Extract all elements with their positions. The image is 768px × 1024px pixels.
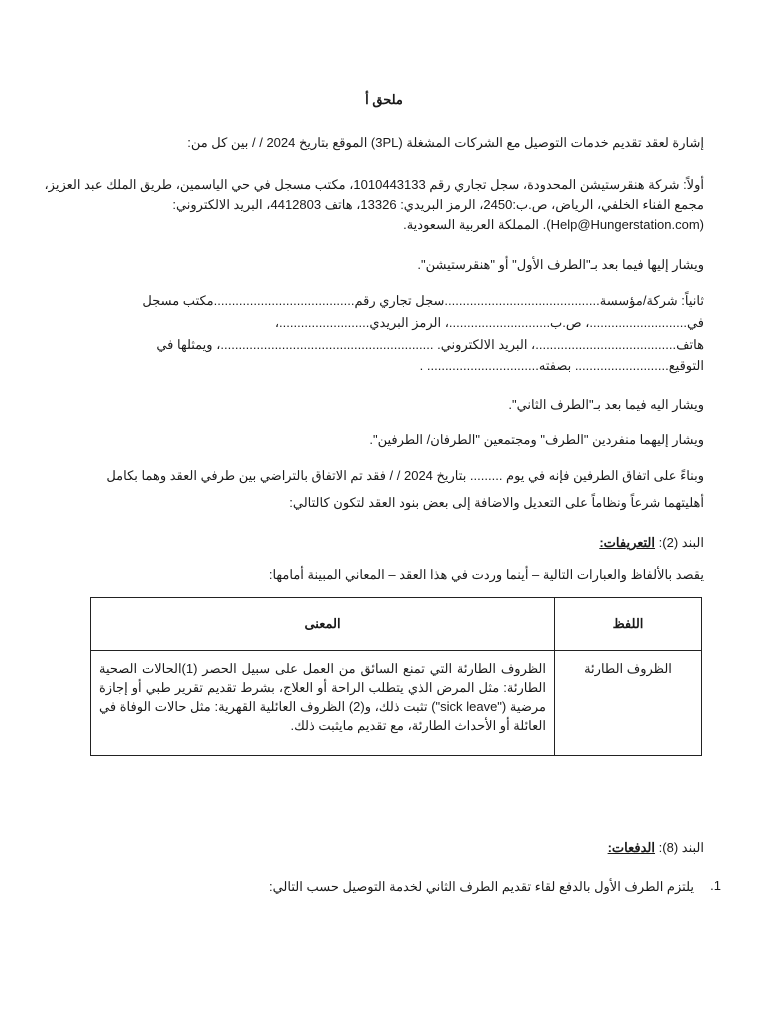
party2-line3: هاتف.......................................، البريد الالكتروني. ...........................................................، ويمثلها في bbox=[156, 337, 704, 352]
cell-meaning: الظروف الطارئة التي تمنع السائق من العمل على سبيل الحصر (1)الحالات الصحية الطارئة: مثل المرض الذي يتطلب الراحة أو العلاج، بشرط تقديم تقرير طبي أو إجازة مرضية ("sick leave") تثبت ذلك، و(2) الظروف العائلية القهرية: مثل حالات الوفاة في العائلة أو الأحداث الطارئة، مع تقديم مايثبت ذلك. bbox=[91, 651, 555, 756]
clause8-item-number: 1. bbox=[710, 878, 721, 893]
clause2-title: التعريفات: bbox=[599, 535, 656, 550]
party1-line3: (Help@Hungerstation.com). المملكة العربية السعودية. bbox=[403, 217, 704, 232]
cell-term: الظروف الطارئة bbox=[555, 651, 702, 756]
header-meaning: المعنى bbox=[91, 598, 555, 651]
clause8-prefix: البند (8): bbox=[655, 840, 704, 855]
clause2-heading bbox=[599, 535, 704, 551]
party2-line2: في...........................، ص.ب............................، الرمز البريدي.........................، bbox=[274, 315, 704, 330]
header-term: اللفظ bbox=[555, 598, 702, 651]
clause2-intro: يقصد بالألفاظ والعبارات التالية – أينما وردت في هذا العقد – المعاني المبينة أمامها: bbox=[268, 567, 704, 582]
clause8-heading bbox=[608, 840, 704, 856]
party1-line2: مجمع الفناء الخلفي، الرياض، ص.ب:2450، الرمز البريدي: 13326، هاتف 4412803، البريد الالكتروني: bbox=[172, 197, 704, 212]
party2-line4: التوقيع.......................... بصفته............................... . bbox=[419, 358, 704, 373]
party2-line1: ثانياً: شركة/مؤسسة...........................................سجل تجاري رقم.......................................مكتب مسجل bbox=[142, 293, 704, 308]
party1-line1: أولاً: شركة هنقرستيشن المحدودة، سجل تجاري رقم 1010443133، مكتب مسجل في حي الياسمين، طريق الملك عبد العزيز، bbox=[44, 177, 704, 192]
clause2-prefix: البند (2): bbox=[655, 535, 704, 550]
table-header-row bbox=[91, 598, 702, 651]
party2-note: ويشار اليه فيما بعد بـ"الطرف الثاني". bbox=[508, 397, 704, 412]
clause8-item-text: يلتزم الطرف الأول بالدفع لقاء تقديم الطرف الثاني لخدمة التوصيل حسب التالي: bbox=[268, 879, 694, 894]
party1-note: ويشار إليها فيما بعد بـ"الطرف الأول" أو "هنقرستيشن". bbox=[417, 257, 704, 272]
intro-paragraph: إشارة لعقد تقديم خدمات التوصيل مع الشركات المشغلة (3PL) الموقع بتاريخ 2024 / / بين كل من: bbox=[187, 135, 704, 150]
definitions-table bbox=[90, 597, 702, 756]
agreement-line1: وبناءً على اتفاق الطرفين فإنه في يوم ......... بتاريخ 2024 / / فقد تم الاتفاق بالتراضي بين طرفي العقد وهما بكامل bbox=[106, 468, 704, 483]
table-row bbox=[91, 651, 702, 756]
clause8-title: الدفعات: bbox=[607, 840, 656, 855]
agreement-line2: أهليتهما شرعاً ونظاماً على التعديل والاضافة إلى بعض بنود العقد لتكون كالتالي: bbox=[289, 495, 704, 510]
page-title: ملحق أ bbox=[365, 92, 403, 107]
parties-note: ويشار إليهما منفردين "الطرف" ومجتمعين "الطرفان/ الطرفين". bbox=[369, 432, 704, 447]
